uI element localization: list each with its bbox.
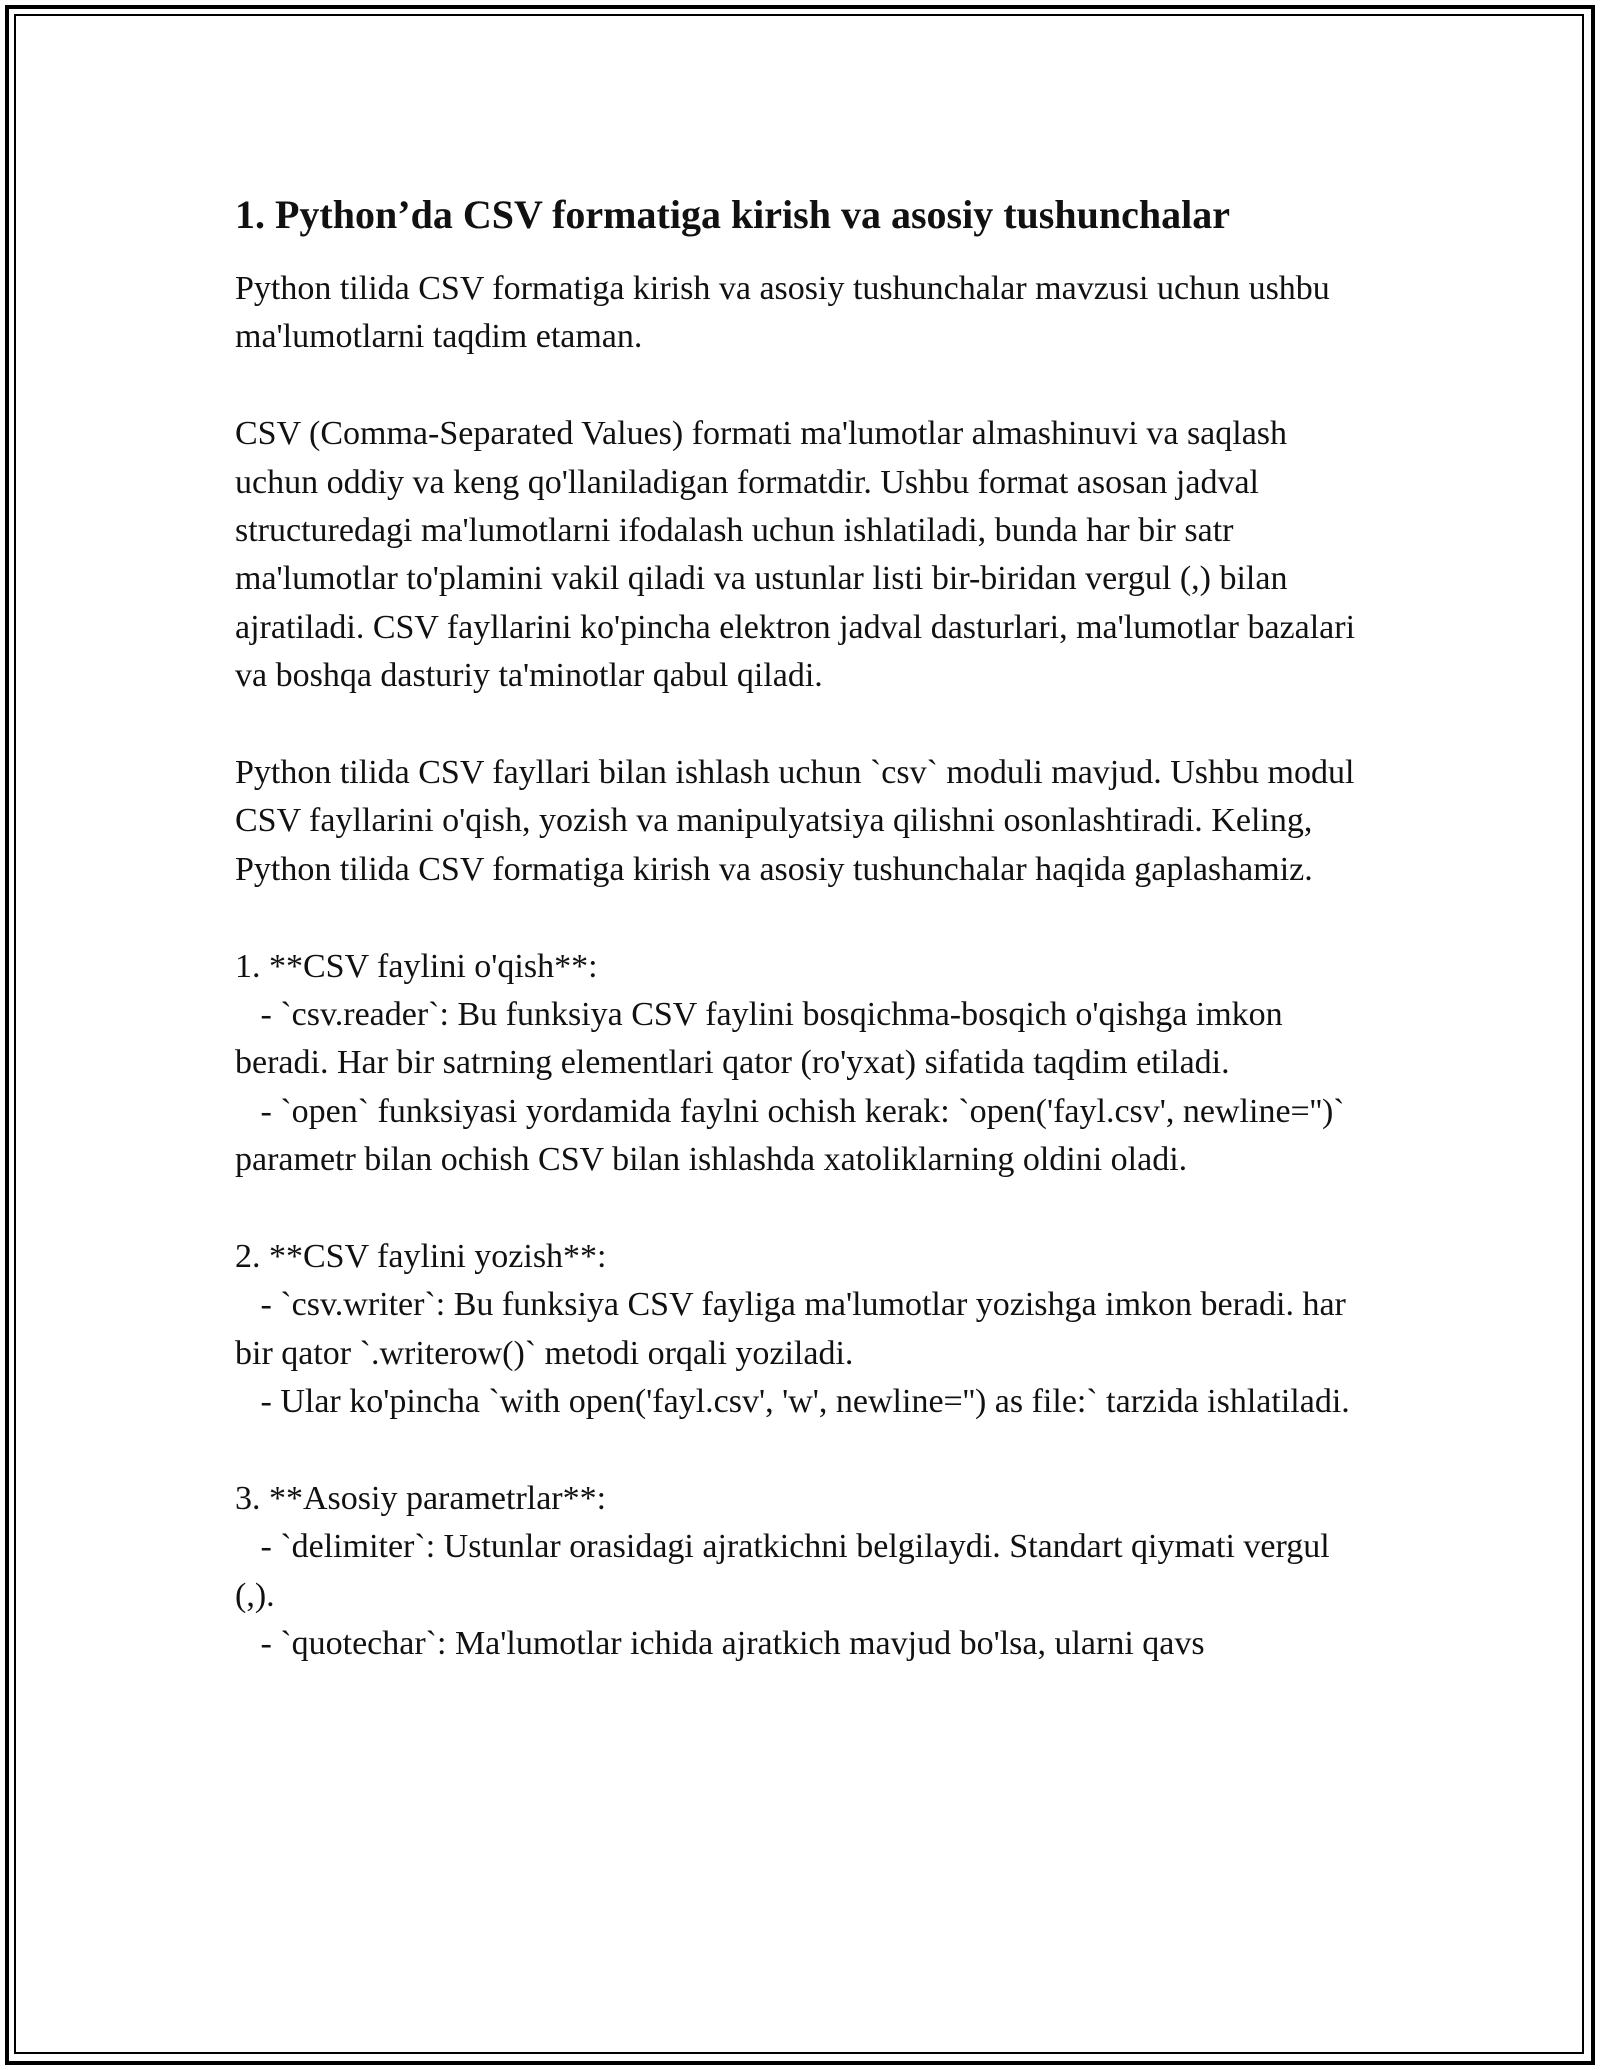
document-body [235, 185, 1375, 1669]
paragraph-gap [235, 701, 1375, 749]
parameters-section: 3. **Asosiy parametrlar**: - `delimiter`: Ustunlar orasidagi ajratkichni belgilaydi. Standart qiymati vergul (,). - `quotechar`: Ma'lumotlar ichida ajratkich mavjud bo'lsa, ularni qavs [235, 1480, 1330, 1663]
reading-csv-section: 1. **CSV faylini o'qish**: - `csv.reader`: Bu funksiya CSV faylini bosqichma-bosqich o'qishga imkon beradi. Har bir satrning elementlari qator (ro'yxat) sifatida taqdim etiladi. - `open` funksiyasi yordamida faylni ochish kerak: `open('fayl.csv', newline='')` parametr bilan ochish CSV bilan ishlashda xatoliklarning oldini oladi. [235, 947, 1345, 1179]
paragraph-gap [235, 894, 1375, 942]
csv-definition-paragraph: CSV (Comma-Separated Values) formati ma'lumotlar almashinuvi va saqlash uchun oddiy va keng qo'llaniladigan formatdir. Ushbu format asosan jadval structuredagi ma'lumotlarni ifodalash uchun ishlatiladi, bunda har bir satr ma'lumotlar to'plamini vakil qiladi va ustunlar listi bir-biridan vergul (,) bilan ajratiladi. CSV fayllarini ko'pincha elektron jadval dasturlari, ma'lumotlar bazalari va boshqa dasturiy ta'minotlar qabul qiladi. [235, 415, 1364, 695]
paragraph-gap [235, 362, 1375, 410]
paragraph-gap [235, 1185, 1375, 1233]
writing-csv-section: 2. **CSV faylini yozish**: - `csv.writer`: Bu funksiya CSV fayliga ma'lumotlar yozishga imkon beradi. har bir qator `.writerow()` metodi orqali yoziladi. - Ular ko'pincha `with open('fayl.csv', 'w', newline='') as file:` tarzida ishlatiladi. [235, 1238, 1350, 1421]
document-title: 1. Python’da CSV formatiga kirish va asosiy tushunchalar [235, 192, 1230, 237]
intro-paragraph: Python tilida CSV formatiga kirish va asosiy tushunchalar mavzusi uchun ushbu ma'lumotlarni taqdim etaman. [235, 270, 1339, 356]
csv-module-paragraph: Python tilida CSV fayllari bilan ishlash uchun `csv` moduli mavjud. Ushbu modul CSV fayllarini o'qish, yozish va manipulyatsiya qilishni osonlashtiradi. Keling, Python tilida CSV formatiga kirish va asosiy tushunchalar haqida gaplashamiz. [235, 754, 1363, 888]
paragraph-gap [235, 1427, 1375, 1475]
